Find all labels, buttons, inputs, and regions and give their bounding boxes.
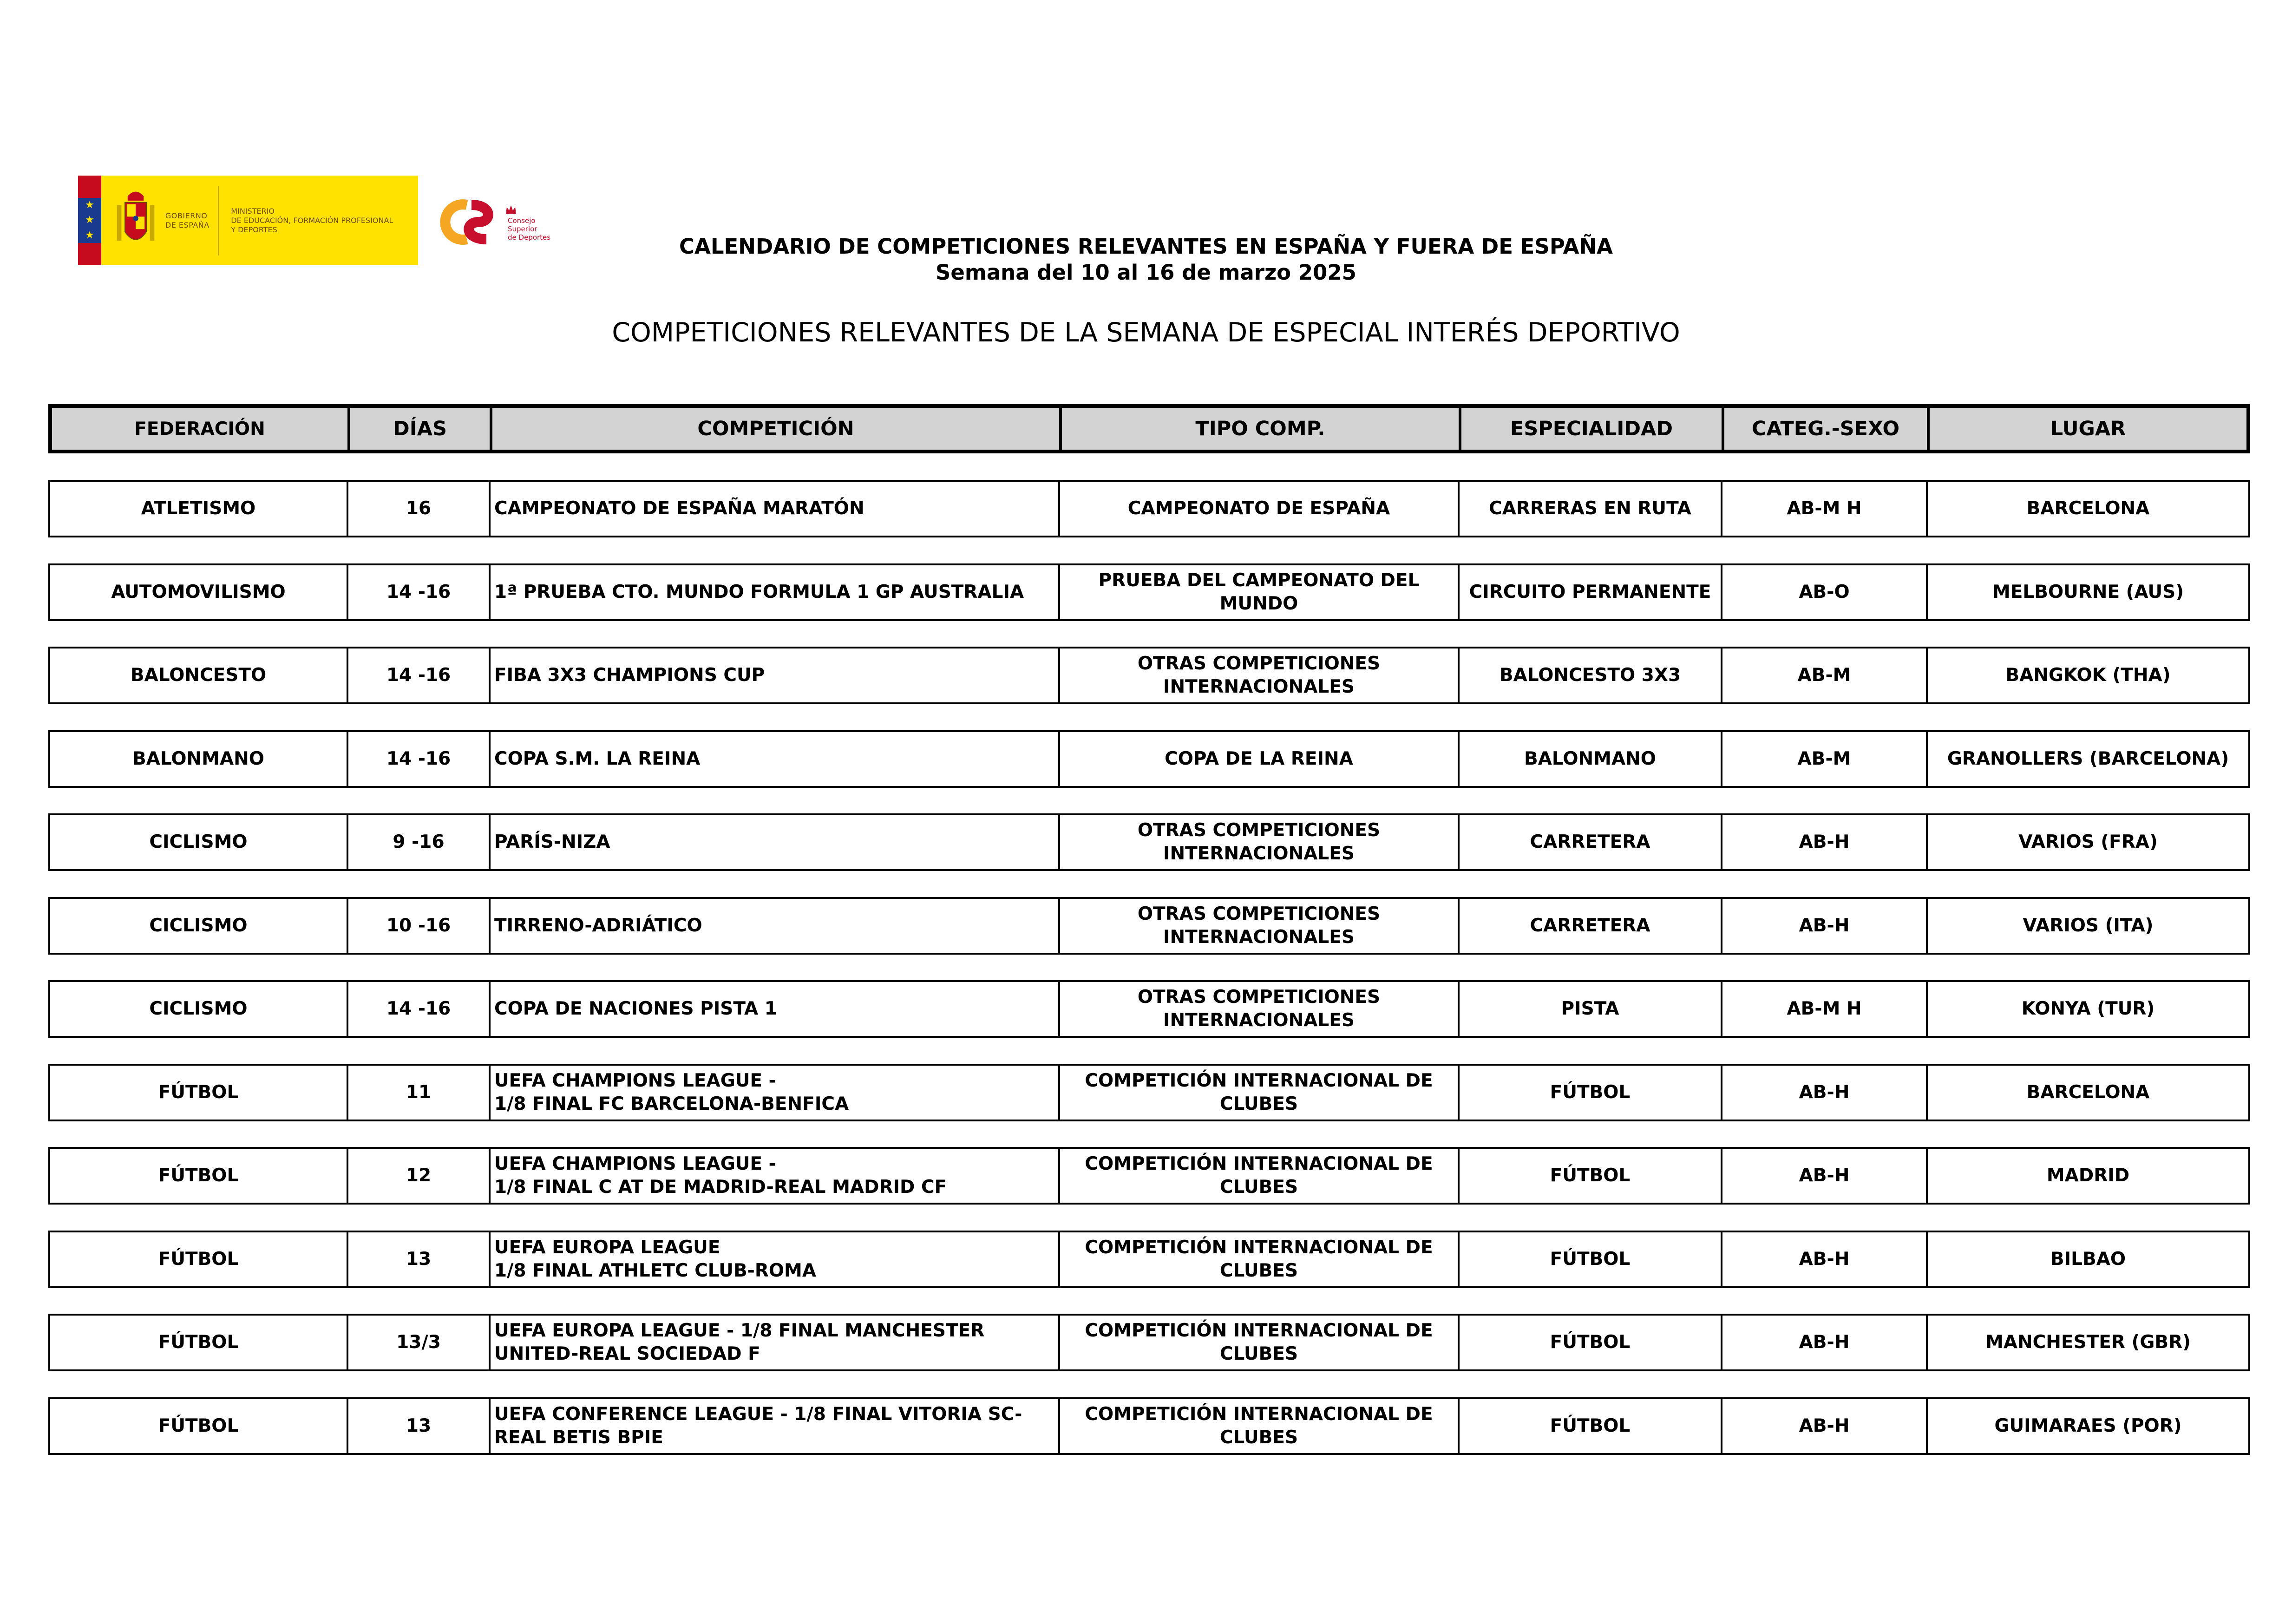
tipo-comp-cell: OTRAS COMPETICIONES INTERNACIONALES bbox=[1060, 648, 1460, 702]
table-header bbox=[48, 404, 2250, 453]
tipo-comp-cell: OTRAS COMPETICIONES INTERNACIONALES bbox=[1060, 815, 1460, 869]
federacion-cell: FÚTBOL bbox=[50, 1066, 348, 1120]
lugar-cell: MANCHESTER (GBR) bbox=[1985, 1332, 2191, 1353]
lugar-cell: MADRID bbox=[2046, 1165, 2130, 1186]
column-header: ESPECIALIDAD bbox=[1461, 408, 1724, 450]
lugar-cell: MELBOURNE (AUS) bbox=[1992, 582, 2184, 602]
categ-sexo-cell: AB-H bbox=[1722, 815, 1928, 869]
categ-sexo-cell: AB-H bbox=[1722, 1149, 1928, 1203]
lugar-cell: BARCELONA bbox=[2026, 1082, 2150, 1103]
csd-text: Consejo Superior de Deportes bbox=[508, 216, 551, 242]
tipo-comp-cell: COMPETICIÓN INTERNACIONAL DE CLUBES bbox=[1060, 1232, 1460, 1286]
tipo-comp-cell: PRUEBA DEL CAMPEONATO DEL MUNDO bbox=[1060, 565, 1460, 619]
table-row bbox=[48, 813, 2250, 871]
competicion-cell: TIRRENO-ADRIÁTICO bbox=[491, 899, 1060, 953]
competicion-cell: 1ª PRUEBA CTO. MUNDO FORMULA 1 GP AUSTRALIA bbox=[491, 565, 1060, 619]
gobierno-text: GOBIERNO DE ESPAÑA bbox=[165, 211, 210, 229]
federacion-cell: CICLISMO bbox=[50, 982, 348, 1036]
table-row bbox=[48, 1147, 2250, 1205]
tipo-comp-cell: CAMPEONATO DE ESPAÑA bbox=[1060, 482, 1460, 536]
competicion-cell: CAMPEONATO DE ESPAÑA MARATÓN bbox=[491, 482, 1060, 536]
dias-cell: 14 -16 bbox=[348, 565, 491, 619]
categ-sexo-cell: AB-H bbox=[1722, 1232, 1928, 1286]
ministerio-text: MINISTERIO DE EDUCACIÓN, FORMACIÓN PROFESIONAL Y DEPORTES bbox=[231, 206, 393, 234]
column-header: TIPO COMP. bbox=[1062, 408, 1461, 450]
competicion-cell: UEFA CHAMPIONS LEAGUE - 1/8 FINAL C AT DE MADRID-REAL MADRID CF bbox=[491, 1149, 1060, 1203]
federacion-cell: BALONCESTO bbox=[50, 648, 348, 702]
especialidad-cell: BALONMANO bbox=[1460, 732, 1722, 786]
federacion-cell: CICLISMO bbox=[50, 899, 348, 953]
dias-cell: 10 -16 bbox=[348, 899, 491, 953]
lugar-cell: BANGKOK (THA) bbox=[2005, 665, 2171, 686]
dias-cell: 16 bbox=[348, 482, 491, 536]
competicion-cell: UEFA EUROPA LEAGUE 1/8 FINAL ATHLETC CLUB-ROMA bbox=[491, 1232, 1060, 1286]
especialidad-cell: CARRERAS EN RUTA bbox=[1460, 482, 1722, 536]
federacion-cell: FÚTBOL bbox=[50, 1399, 348, 1453]
table-row bbox=[48, 897, 2250, 955]
especialidad-cell: CARRETERA bbox=[1460, 815, 1722, 869]
lugar-cell: VARIOS (FRA) bbox=[2018, 832, 2158, 852]
dias-cell: 11 bbox=[348, 1066, 491, 1120]
especialidad-cell: FÚTBOL bbox=[1460, 1066, 1722, 1120]
column-header: COMPETICIÓN bbox=[492, 408, 1062, 450]
crown-icon bbox=[504, 203, 518, 216]
categ-sexo-cell: AB-H bbox=[1722, 1066, 1928, 1120]
dias-cell: 14 -16 bbox=[348, 982, 491, 1036]
dias-cell: 13 bbox=[348, 1232, 491, 1286]
table-row bbox=[48, 1397, 2250, 1455]
document-title: CALENDARIO DE COMPETICIONES RELEVANTES EN ESPAÑA Y FUERA DE ESPAÑA bbox=[679, 234, 1613, 259]
column-header: FEDERACIÓN bbox=[52, 408, 350, 450]
federacion-cell: AUTOMOVILISMO bbox=[50, 565, 348, 619]
categ-sexo-cell: AB-O bbox=[1722, 565, 1928, 619]
tipo-comp-cell: OTRAS COMPETICIONES INTERNACIONALES bbox=[1060, 982, 1460, 1036]
tipo-comp-cell: OTRAS COMPETICIONES INTERNACIONALES bbox=[1060, 899, 1460, 953]
table-row bbox=[48, 647, 2250, 704]
categ-sexo-cell: AB-M H bbox=[1722, 482, 1928, 536]
dias-cell: 14 -16 bbox=[348, 732, 491, 786]
table-row bbox=[48, 1064, 2250, 1121]
dias-cell: 13/3 bbox=[348, 1316, 491, 1369]
lugar-cell: KONYA (TUR) bbox=[2021, 998, 2155, 1019]
table-row bbox=[48, 1231, 2250, 1288]
tipo-comp-cell: COMPETICIÓN INTERNACIONAL DE CLUBES bbox=[1060, 1066, 1460, 1120]
tipo-comp-cell: COMPETICIÓN INTERNACIONAL DE CLUBES bbox=[1060, 1316, 1460, 1369]
categ-sexo-cell: AB-M H bbox=[1722, 982, 1928, 1036]
spanish-flag-icon: ★ ★ ★ bbox=[78, 176, 101, 265]
column-header: LUGAR bbox=[2050, 417, 2126, 440]
competicion-cell: COPA S.M. LA REINA bbox=[491, 732, 1060, 786]
competicion-cell: UEFA CONFERENCE LEAGUE - 1/8 FINAL VITORIA SC- REAL BETIS BPIE bbox=[491, 1399, 1060, 1453]
especialidad-cell: FÚTBOL bbox=[1460, 1149, 1722, 1203]
categ-sexo-cell: AB-H bbox=[1722, 899, 1928, 953]
federacion-cell: BALONMANO bbox=[50, 732, 348, 786]
especialidad-cell: PISTA bbox=[1460, 982, 1722, 1036]
lugar-cell: BILBAO bbox=[2050, 1249, 2126, 1270]
competicion-cell: FIBA 3X3 CHAMPIONS CUP bbox=[491, 648, 1060, 702]
table-row bbox=[48, 480, 2250, 537]
column-header: DÍAS bbox=[350, 408, 492, 450]
federacion-cell: FÚTBOL bbox=[50, 1316, 348, 1369]
competicion-cell: UEFA EUROPA LEAGUE - 1/8 FINAL MANCHESTER UNITED-REAL SOCIEDAD F bbox=[491, 1316, 1060, 1369]
tipo-comp-cell: COMPETICIÓN INTERNACIONAL DE CLUBES bbox=[1060, 1399, 1460, 1453]
especialidad-cell: CARRETERA bbox=[1460, 899, 1722, 953]
lugar-cell: BARCELONA bbox=[2026, 498, 2150, 519]
federacion-cell: ATLETISMO bbox=[50, 482, 348, 536]
especialidad-cell: FÚTBOL bbox=[1460, 1399, 1722, 1453]
federacion-cell: CICLISMO bbox=[50, 815, 348, 869]
lugar-cell: VARIOS (ITA) bbox=[2023, 915, 2154, 936]
categ-sexo-cell: AB-M bbox=[1722, 732, 1928, 786]
tipo-comp-cell: COPA DE LA REINA bbox=[1060, 732, 1460, 786]
lugar-cell: GRANOLLERS (BARCELONA) bbox=[1947, 748, 2229, 769]
table-row bbox=[48, 563, 2250, 621]
column-header: CATEG.-SEXO bbox=[1724, 408, 1930, 450]
dias-cell: 14 -16 bbox=[348, 648, 491, 702]
table-row bbox=[48, 1314, 2250, 1371]
especialidad-cell: FÚTBOL bbox=[1460, 1316, 1722, 1369]
federacion-cell: FÚTBOL bbox=[50, 1232, 348, 1286]
document-subtitle: COMPETICIONES RELEVANTES DE LA SEMANA DE ESPECIAL INTERÉS DEPORTIVO bbox=[612, 317, 1680, 348]
dias-cell: 13 bbox=[348, 1399, 491, 1453]
dias-cell: 9 -16 bbox=[348, 815, 491, 869]
federacion-cell: FÚTBOL bbox=[50, 1149, 348, 1203]
especialidad-cell: FÚTBOL bbox=[1460, 1232, 1722, 1286]
lugar-cell: GUIMARAES (POR) bbox=[1994, 1415, 2182, 1436]
competicion-cell: COPA DE NACIONES PISTA 1 bbox=[491, 982, 1060, 1036]
categ-sexo-cell: AB-H bbox=[1722, 1316, 1928, 1369]
table-row bbox=[48, 730, 2250, 788]
categ-sexo-cell: AB-H bbox=[1722, 1399, 1928, 1453]
document-week: Semana del 10 al 16 de marzo 2025 bbox=[936, 260, 1356, 285]
dias-cell: 12 bbox=[348, 1149, 491, 1203]
competicion-cell: PARÍS-NIZA bbox=[491, 815, 1060, 869]
tipo-comp-cell: COMPETICIÓN INTERNACIONAL DE CLUBES bbox=[1060, 1149, 1460, 1203]
categ-sexo-cell: AB-M bbox=[1722, 648, 1928, 702]
table-row bbox=[48, 980, 2250, 1038]
especialidad-cell: BALONCESTO 3X3 bbox=[1460, 648, 1722, 702]
especialidad-cell: CIRCUITO PERMANENTE bbox=[1460, 565, 1722, 619]
competicion-cell: UEFA CHAMPIONS LEAGUE - 1/8 FINAL FC BARCELONA-BENFICA bbox=[491, 1066, 1060, 1120]
